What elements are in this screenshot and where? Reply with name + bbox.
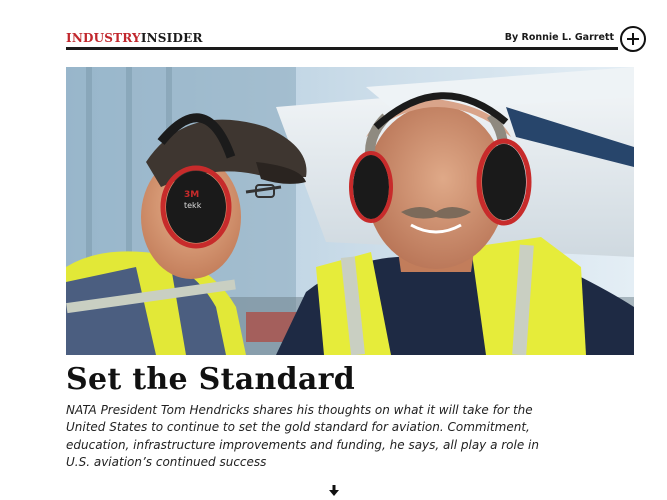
- earmuff-brand: 3M: [184, 190, 200, 200]
- section-label-insider: INSIDER: [140, 31, 203, 45]
- article-title: Set the Standard: [66, 362, 356, 397]
- earmuff-model: tekk: [184, 201, 202, 210]
- arrow-down-icon[interactable]: [328, 482, 340, 494]
- header-rule: [66, 47, 618, 50]
- masthead: [66, 30, 614, 48]
- hero-photo: [66, 67, 634, 355]
- article-deck: NATA President Tom Hendricks shares his thoughts on what it will take for the United States to continue to set the gold standard for aviation. Commitment, education, infrastructure improvements and funding, he says, all play a role in U.S. aviation’s continued success: [66, 403, 539, 469]
- section-label: [66, 31, 203, 45]
- plus-circle-icon[interactable]: [620, 26, 646, 52]
- byline: By Ronnie L. Garrett: [504, 32, 614, 43]
- section-label-industry: INDUSTRY: [66, 31, 141, 45]
